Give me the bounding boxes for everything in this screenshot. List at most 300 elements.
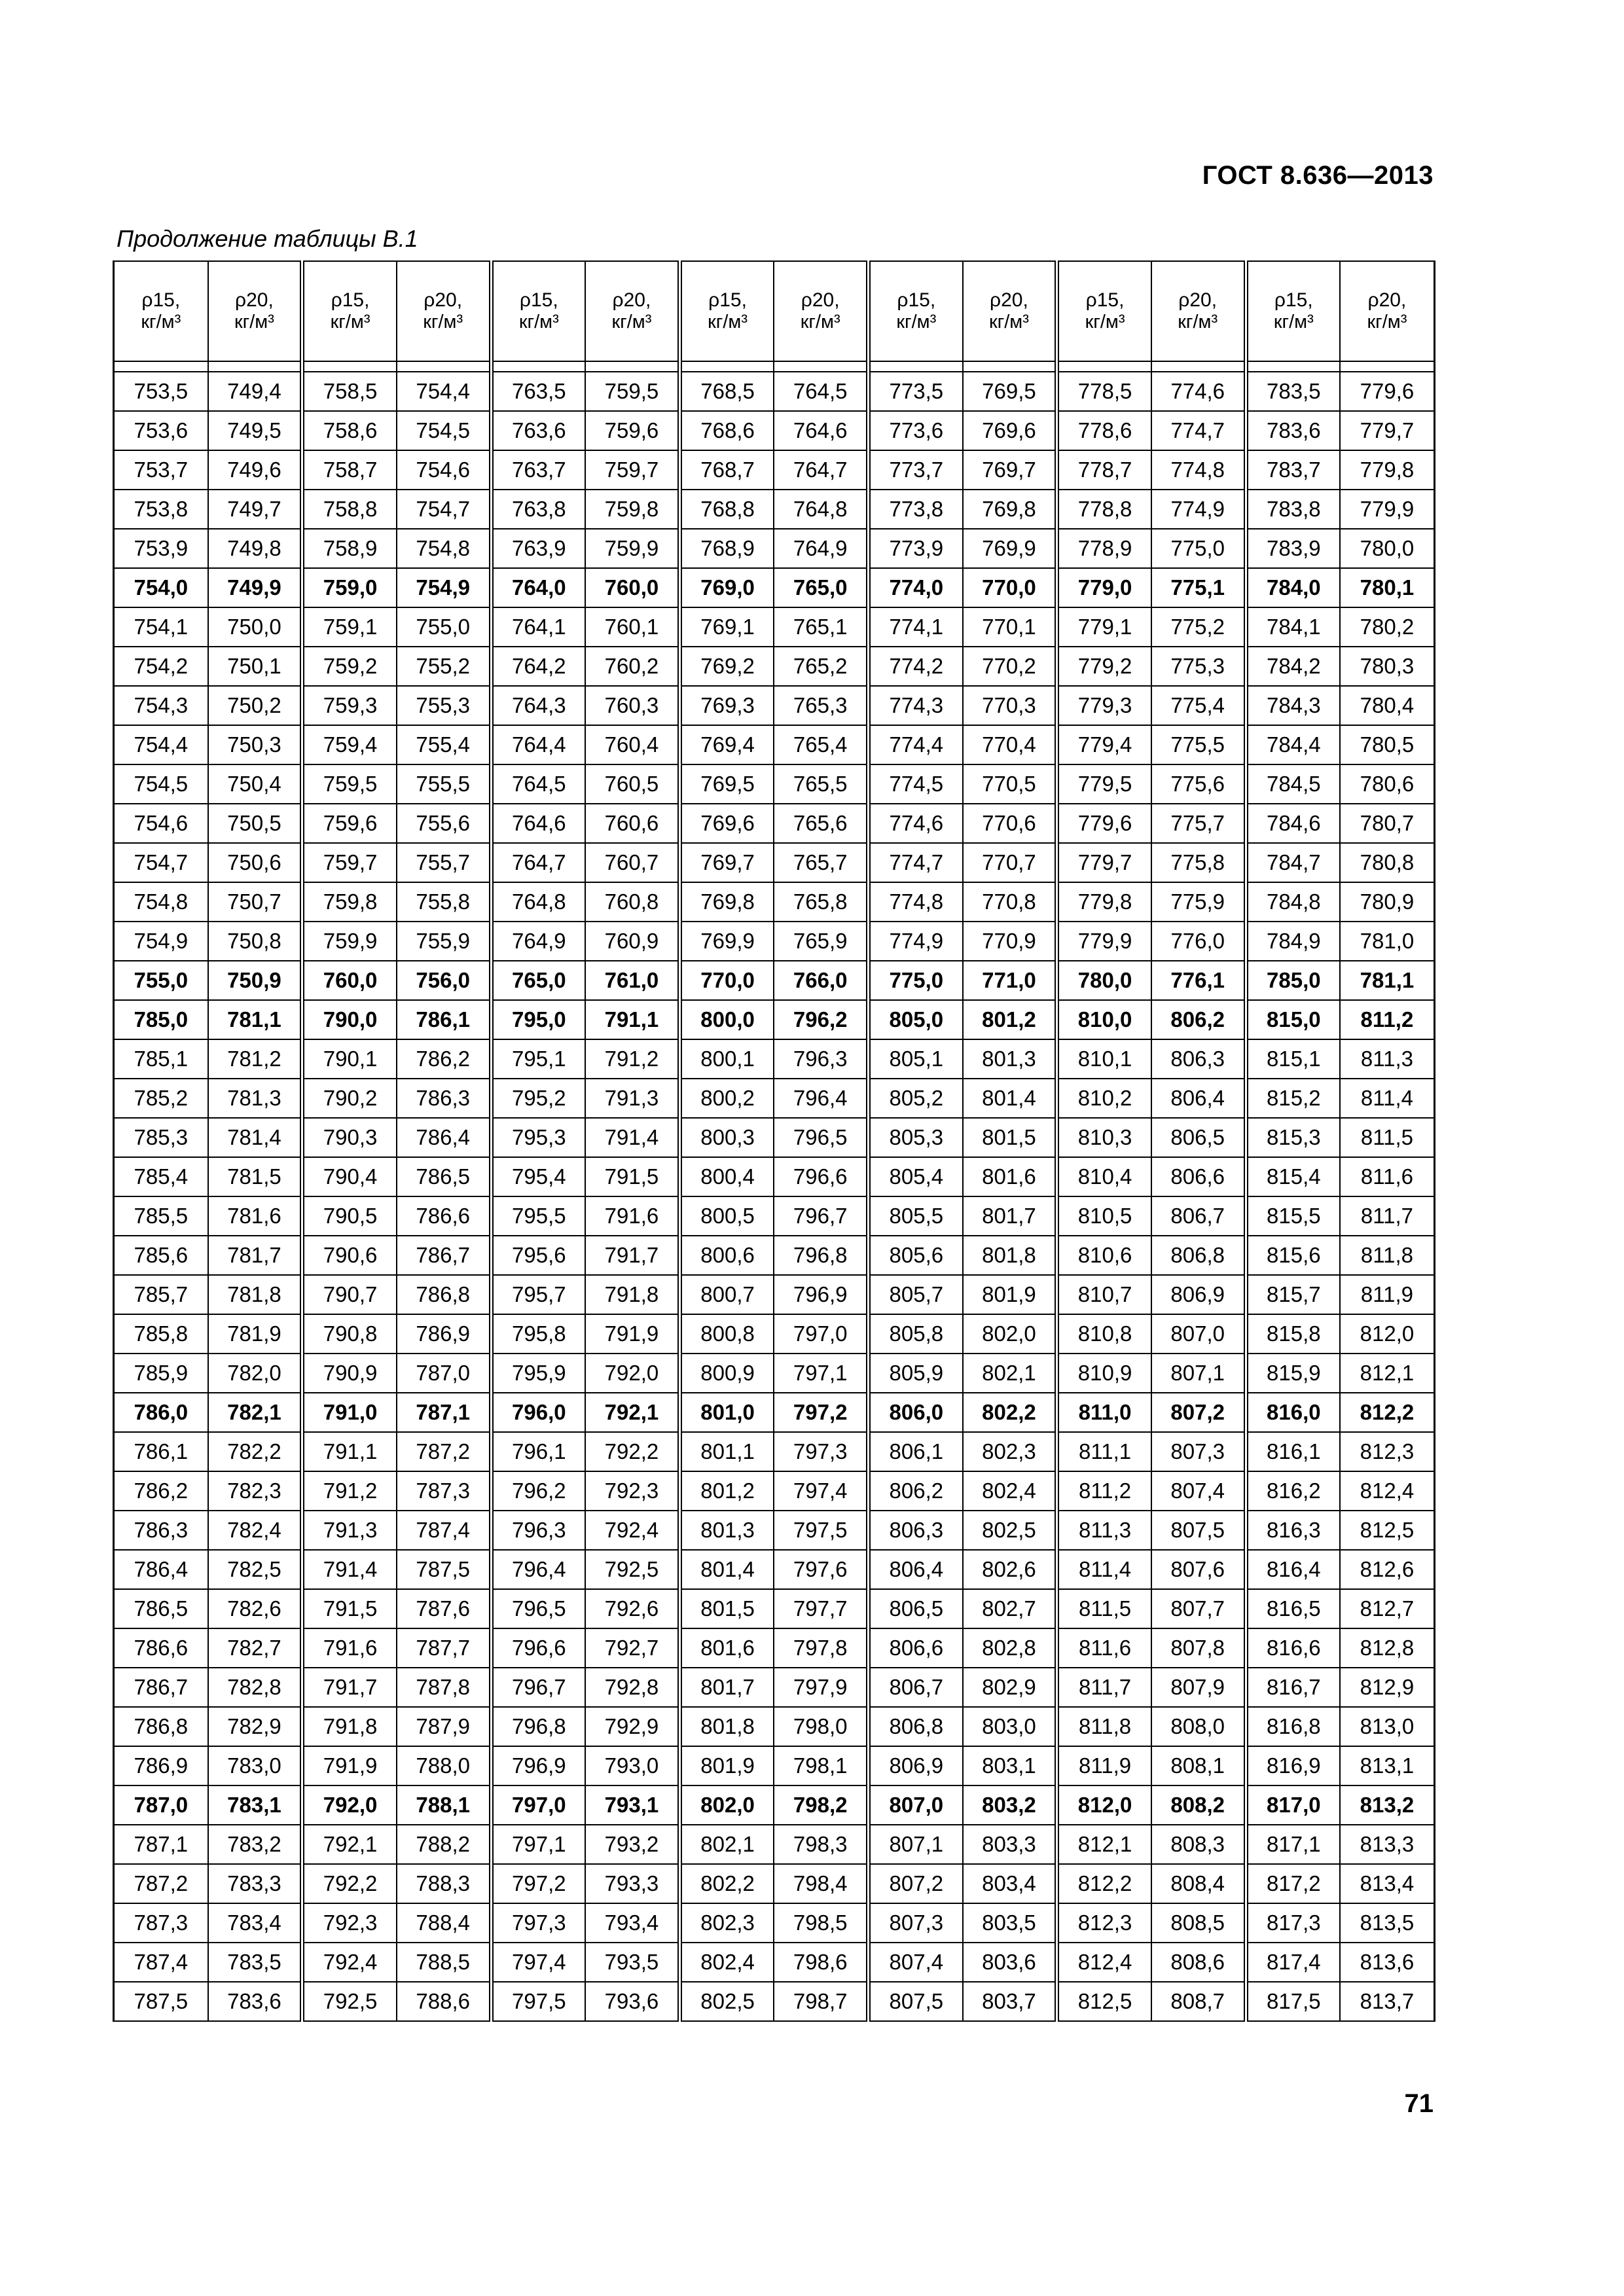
table-row xyxy=(114,1000,1435,1039)
rho15-cell: 806,5 xyxy=(869,1589,963,1628)
rho20-cell: 780,4 xyxy=(1340,686,1434,725)
rho15-cell: 768,6 xyxy=(679,411,774,450)
rho20-cell: 755,3 xyxy=(397,686,491,725)
rho20-cell: 786,2 xyxy=(397,1039,491,1079)
header-symbol: ρ15, xyxy=(331,289,370,311)
rho15-cell: 795,7 xyxy=(491,1275,585,1314)
rho15-cell: 806,2 xyxy=(869,1471,963,1511)
table-row xyxy=(114,1746,1435,1785)
rho20-cell: 796,9 xyxy=(774,1275,868,1314)
rho15-cell: 755,0 xyxy=(114,961,208,1000)
table-row xyxy=(114,922,1435,961)
rho15-cell: 810,7 xyxy=(1057,1275,1151,1314)
rho15-cell: 801,9 xyxy=(679,1746,774,1785)
rho20-cell: 750,6 xyxy=(208,843,302,882)
rho20-cell: 803,1 xyxy=(963,1746,1057,1785)
rho20-cell: 788,0 xyxy=(397,1746,491,1785)
rho20-cell: 765,2 xyxy=(774,647,868,686)
rho15-cell: 784,4 xyxy=(1246,725,1340,764)
header-unit: кг/м³ xyxy=(800,312,840,333)
rho20-cell: 770,5 xyxy=(963,764,1057,804)
rho15-cell: 792,3 xyxy=(302,1903,397,1943)
header-symbol: ρ15, xyxy=(708,289,747,311)
rho15-cell: 754,7 xyxy=(114,843,208,882)
rho20-cell: 807,4 xyxy=(1151,1471,1246,1511)
rho15-cell: 768,5 xyxy=(679,372,774,411)
rho20-cell: 766,0 xyxy=(774,961,868,1000)
rho15-cell: 786,8 xyxy=(114,1707,208,1746)
rho15-cell: 795,3 xyxy=(491,1118,585,1157)
rho20-cell: 760,7 xyxy=(585,843,679,882)
rho20-cell: 803,5 xyxy=(963,1903,1057,1943)
rho15-cell: 800,0 xyxy=(679,1000,774,1039)
header-rho15 xyxy=(114,261,208,361)
rho15-cell: 795,0 xyxy=(491,1000,585,1039)
rho20-cell: 812,4 xyxy=(1340,1471,1434,1511)
rho15-cell: 811,0 xyxy=(1057,1393,1151,1432)
rho15-cell: 768,7 xyxy=(679,450,774,490)
rho20-cell: 781,1 xyxy=(1340,961,1434,1000)
rho15-cell: 812,0 xyxy=(1057,1785,1151,1825)
rho15-cell: 763,9 xyxy=(491,529,585,568)
rho20-cell: 793,4 xyxy=(585,1903,679,1943)
rho20-cell: 782,0 xyxy=(208,1354,302,1393)
header-rho15 xyxy=(302,261,397,361)
rho20-cell: 808,1 xyxy=(1151,1746,1246,1785)
header-rho20 xyxy=(774,261,868,361)
rho15-cell: 802,3 xyxy=(679,1903,774,1943)
rho15-cell: 800,1 xyxy=(679,1039,774,1079)
rho15-cell: 791,6 xyxy=(302,1628,397,1668)
rho15-cell: 802,5 xyxy=(679,1982,774,2021)
rho15-cell: 810,0 xyxy=(1057,1000,1151,1039)
rho20-cell: 775,5 xyxy=(1151,725,1246,764)
rho20-cell: 812,6 xyxy=(1340,1550,1434,1589)
rho20-cell: 792,9 xyxy=(585,1707,679,1746)
rho20-cell: 806,4 xyxy=(1151,1079,1246,1118)
rho20-cell: 786,4 xyxy=(397,1118,491,1157)
rho15-cell: 797,4 xyxy=(491,1943,585,1982)
rho15-cell: 753,7 xyxy=(114,450,208,490)
rho20-cell: 807,2 xyxy=(1151,1393,1246,1432)
rho15-cell: 764,3 xyxy=(491,686,585,725)
rho20-cell: 761,0 xyxy=(585,961,679,1000)
rho20-cell: 750,1 xyxy=(208,647,302,686)
rho15-cell: 779,4 xyxy=(1057,725,1151,764)
rho15-cell: 800,8 xyxy=(679,1314,774,1354)
rho20-cell: 813,2 xyxy=(1340,1785,1434,1825)
rho20-cell: 797,5 xyxy=(774,1511,868,1550)
rho15-cell: 773,7 xyxy=(869,450,963,490)
rho15-cell: 801,1 xyxy=(679,1432,774,1471)
header-symbol: ρ20, xyxy=(612,289,651,311)
rho15-cell: 801,3 xyxy=(679,1511,774,1550)
rho15-cell: 800,6 xyxy=(679,1236,774,1275)
rho20-cell: 797,2 xyxy=(774,1393,868,1432)
header-rho20 xyxy=(397,261,491,361)
rho15-cell: 800,2 xyxy=(679,1079,774,1118)
rho20-cell: 808,2 xyxy=(1151,1785,1246,1825)
rho15-cell: 778,5 xyxy=(1057,372,1151,411)
rho15-cell: 784,7 xyxy=(1246,843,1340,882)
table-caption: Продолжение таблицы В.1 xyxy=(117,225,418,252)
rho20-cell: 796,4 xyxy=(774,1079,868,1118)
rho15-cell: 764,4 xyxy=(491,725,585,764)
rho15-cell: 801,6 xyxy=(679,1628,774,1668)
table-row xyxy=(114,647,1435,686)
rho20-cell: 764,5 xyxy=(774,372,868,411)
rho20-cell: 801,6 xyxy=(963,1157,1057,1196)
spacer-cell xyxy=(1340,361,1434,372)
rho20-cell: 765,5 xyxy=(774,764,868,804)
rho20-cell: 775,0 xyxy=(1151,529,1246,568)
rho15-cell: 802,4 xyxy=(679,1943,774,1982)
rho20-cell: 802,9 xyxy=(963,1668,1057,1707)
rho15-cell: 795,5 xyxy=(491,1196,585,1236)
rho15-cell: 790,3 xyxy=(302,1118,397,1157)
rho20-cell: 788,5 xyxy=(397,1943,491,1982)
rho20-cell: 803,0 xyxy=(963,1707,1057,1746)
rho15-cell: 785,0 xyxy=(114,1000,208,1039)
rho20-cell: 812,7 xyxy=(1340,1589,1434,1628)
rho20-cell: 808,7 xyxy=(1151,1982,1246,2021)
rho15-cell: 807,2 xyxy=(869,1864,963,1903)
rho20-cell: 813,5 xyxy=(1340,1903,1434,1943)
rho15-cell: 816,8 xyxy=(1246,1707,1340,1746)
rho15-cell: 792,5 xyxy=(302,1982,397,2021)
rho20-cell: 806,5 xyxy=(1151,1118,1246,1157)
rho15-cell: 787,1 xyxy=(114,1825,208,1864)
rho20-cell: 813,3 xyxy=(1340,1825,1434,1864)
rho15-cell: 773,5 xyxy=(869,372,963,411)
rho20-cell: 792,8 xyxy=(585,1668,679,1707)
rho15-cell: 806,6 xyxy=(869,1628,963,1668)
rho15-cell: 802,1 xyxy=(679,1825,774,1864)
table-body xyxy=(114,361,1435,2021)
rho15-cell: 800,9 xyxy=(679,1354,774,1393)
rho20-cell: 782,1 xyxy=(208,1393,302,1432)
rho20-cell: 798,4 xyxy=(774,1864,868,1903)
rho15-cell: 805,1 xyxy=(869,1039,963,1079)
rho20-cell: 770,3 xyxy=(963,686,1057,725)
rho15-cell: 779,0 xyxy=(1057,568,1151,607)
rho15-cell: 786,5 xyxy=(114,1589,208,1628)
rho15-cell: 786,2 xyxy=(114,1471,208,1511)
table-row xyxy=(114,1864,1435,1903)
rho20-cell: 750,0 xyxy=(208,607,302,647)
standard-code: ГОСТ 8.636—2013 xyxy=(1202,161,1434,190)
rho20-cell: 802,5 xyxy=(963,1511,1057,1550)
rho15-cell: 780,0 xyxy=(1057,961,1151,1000)
rho15-cell: 754,9 xyxy=(114,922,208,961)
rho15-cell: 786,1 xyxy=(114,1432,208,1471)
rho20-cell: 782,8 xyxy=(208,1668,302,1707)
rho15-cell: 759,8 xyxy=(302,882,397,922)
rho20-cell: 750,9 xyxy=(208,961,302,1000)
rho20-cell: 774,9 xyxy=(1151,490,1246,529)
rho15-cell: 810,4 xyxy=(1057,1157,1151,1196)
rho20-cell: 779,6 xyxy=(1340,372,1434,411)
rho15-cell: 753,8 xyxy=(114,490,208,529)
rho15-cell: 763,8 xyxy=(491,490,585,529)
rho15-cell: 817,0 xyxy=(1246,1785,1340,1825)
rho15-cell: 785,9 xyxy=(114,1354,208,1393)
rho20-cell: 770,0 xyxy=(963,568,1057,607)
spacer-cell xyxy=(869,361,963,372)
rho20-cell: 793,5 xyxy=(585,1943,679,1982)
rho20-cell: 801,3 xyxy=(963,1039,1057,1079)
rho15-cell: 795,2 xyxy=(491,1079,585,1118)
rho15-cell: 815,8 xyxy=(1246,1314,1340,1354)
rho20-cell: 812,1 xyxy=(1340,1354,1434,1393)
rho20-cell: 755,9 xyxy=(397,922,491,961)
table-row xyxy=(114,1903,1435,1943)
spacer-cell xyxy=(585,361,679,372)
rho15-cell: 806,4 xyxy=(869,1550,963,1589)
rho20-cell: 798,5 xyxy=(774,1903,868,1943)
rho15-cell: 811,2 xyxy=(1057,1471,1151,1511)
header-rho20 xyxy=(585,261,679,361)
rho20-cell: 802,2 xyxy=(963,1393,1057,1432)
table-row xyxy=(114,568,1435,607)
rho20-cell: 791,4 xyxy=(585,1118,679,1157)
rho20-cell: 760,6 xyxy=(585,804,679,843)
rho20-cell: 760,2 xyxy=(585,647,679,686)
rho15-cell: 815,0 xyxy=(1246,1000,1340,1039)
rho20-cell: 787,4 xyxy=(397,1511,491,1550)
rho15-cell: 778,7 xyxy=(1057,450,1151,490)
rho15-cell: 816,5 xyxy=(1246,1589,1340,1628)
rho15-cell: 801,4 xyxy=(679,1550,774,1589)
rho15-cell: 753,6 xyxy=(114,411,208,450)
table-row xyxy=(114,1511,1435,1550)
rho20-cell: 765,4 xyxy=(774,725,868,764)
rho15-cell: 784,2 xyxy=(1246,647,1340,686)
header-unit: кг/м³ xyxy=(141,312,181,333)
rho20-cell: 770,8 xyxy=(963,882,1057,922)
rho20-cell: 781,7 xyxy=(208,1236,302,1275)
rho15-cell: 785,5 xyxy=(114,1196,208,1236)
rho20-cell: 787,9 xyxy=(397,1707,491,1746)
table-row xyxy=(114,1982,1435,2021)
rho15-cell: 796,7 xyxy=(491,1668,585,1707)
rho20-cell: 808,6 xyxy=(1151,1943,1246,1982)
rho20-cell: 787,1 xyxy=(397,1393,491,1432)
table-row xyxy=(114,490,1435,529)
rho15-cell: 754,3 xyxy=(114,686,208,725)
rho20-cell: 756,0 xyxy=(397,961,491,1000)
rho20-cell: 769,9 xyxy=(963,529,1057,568)
rho20-cell: 791,6 xyxy=(585,1196,679,1236)
rho20-cell: 813,6 xyxy=(1340,1943,1434,1982)
spacer-cell xyxy=(397,361,491,372)
rho15-cell: 774,2 xyxy=(869,647,963,686)
rho15-cell: 774,9 xyxy=(869,922,963,961)
rho15-cell: 773,6 xyxy=(869,411,963,450)
rho20-cell: 796,6 xyxy=(774,1157,868,1196)
rho15-cell: 795,9 xyxy=(491,1354,585,1393)
rho15-cell: 764,6 xyxy=(491,804,585,843)
rho15-cell: 795,1 xyxy=(491,1039,585,1079)
rho20-cell: 783,0 xyxy=(208,1746,302,1785)
header-rho20 xyxy=(1151,261,1246,361)
rho15-cell: 786,4 xyxy=(114,1550,208,1589)
rho15-cell: 806,7 xyxy=(869,1668,963,1707)
rho20-cell: 812,9 xyxy=(1340,1668,1434,1707)
rho15-cell: 786,9 xyxy=(114,1746,208,1785)
rho20-cell: 811,8 xyxy=(1340,1236,1434,1275)
rho15-cell: 759,5 xyxy=(302,764,397,804)
header-symbol: ρ15, xyxy=(141,289,181,311)
rho20-cell: 798,7 xyxy=(774,1982,868,2021)
rho20-cell: 798,2 xyxy=(774,1785,868,1825)
rho20-cell: 798,0 xyxy=(774,1707,868,1746)
header-symbol: ρ20, xyxy=(235,289,274,311)
rho15-cell: 790,9 xyxy=(302,1354,397,1393)
rho20-cell: 801,5 xyxy=(963,1118,1057,1157)
rho15-cell: 759,9 xyxy=(302,922,397,961)
rho20-cell: 796,3 xyxy=(774,1039,868,1079)
rho20-cell: 759,6 xyxy=(585,411,679,450)
rho15-cell: 810,2 xyxy=(1057,1079,1151,1118)
rho20-cell: 755,4 xyxy=(397,725,491,764)
rho15-cell: 769,9 xyxy=(679,922,774,961)
rho20-cell: 764,6 xyxy=(774,411,868,450)
rho15-cell: 779,2 xyxy=(1057,647,1151,686)
rho20-cell: 776,0 xyxy=(1151,922,1246,961)
table-row xyxy=(114,1825,1435,1864)
rho15-cell: 811,5 xyxy=(1057,1589,1151,1628)
rho20-cell: 780,3 xyxy=(1340,647,1434,686)
rho15-cell: 779,3 xyxy=(1057,686,1151,725)
rho20-cell: 783,3 xyxy=(208,1864,302,1903)
rho15-cell: 790,5 xyxy=(302,1196,397,1236)
rho20-cell: 807,1 xyxy=(1151,1354,1246,1393)
rho15-cell: 790,8 xyxy=(302,1314,397,1354)
header-rho15 xyxy=(491,261,585,361)
rho15-cell: 792,0 xyxy=(302,1785,397,1825)
rho15-cell: 810,1 xyxy=(1057,1039,1151,1079)
rho15-cell: 810,6 xyxy=(1057,1236,1151,1275)
rho15-cell: 811,3 xyxy=(1057,1511,1151,1550)
rho15-cell: 795,6 xyxy=(491,1236,585,1275)
rho15-cell: 753,9 xyxy=(114,529,208,568)
rho20-cell: 781,5 xyxy=(208,1157,302,1196)
table-row xyxy=(114,1236,1435,1275)
rho15-cell: 807,5 xyxy=(869,1982,963,2021)
rho15-cell: 774,1 xyxy=(869,607,963,647)
rho15-cell: 816,6 xyxy=(1246,1628,1340,1668)
header-unit: кг/м³ xyxy=(1085,312,1125,333)
rho15-cell: 764,5 xyxy=(491,764,585,804)
rho20-cell: 786,3 xyxy=(397,1079,491,1118)
table-row xyxy=(114,372,1435,411)
table-row xyxy=(114,1432,1435,1471)
spacer-cell xyxy=(491,361,585,372)
rho15-cell: 786,3 xyxy=(114,1511,208,1550)
rho20-cell: 797,9 xyxy=(774,1668,868,1707)
rho15-cell: 791,7 xyxy=(302,1668,397,1707)
rho20-cell: 769,7 xyxy=(963,450,1057,490)
table-row xyxy=(114,1550,1435,1589)
header-unit: кг/м³ xyxy=(611,312,652,333)
rho20-cell: 802,3 xyxy=(963,1432,1057,1471)
rho20-cell: 787,5 xyxy=(397,1550,491,1589)
rho20-cell: 793,2 xyxy=(585,1825,679,1864)
rho20-cell: 769,5 xyxy=(963,372,1057,411)
rho20-cell: 782,3 xyxy=(208,1471,302,1511)
rho15-cell: 768,8 xyxy=(679,490,774,529)
rho15-cell: 815,3 xyxy=(1246,1118,1340,1157)
rho15-cell: 769,8 xyxy=(679,882,774,922)
rho20-cell: 781,1 xyxy=(208,1000,302,1039)
rho15-cell: 806,9 xyxy=(869,1746,963,1785)
rho15-cell: 796,5 xyxy=(491,1589,585,1628)
rho20-cell: 776,1 xyxy=(1151,961,1246,1000)
rho15-cell: 764,1 xyxy=(491,607,585,647)
rho15-cell: 783,7 xyxy=(1246,450,1340,490)
rho15-cell: 815,9 xyxy=(1246,1354,1340,1393)
rho20-cell: 811,5 xyxy=(1340,1118,1434,1157)
rho20-cell: 812,3 xyxy=(1340,1432,1434,1471)
rho20-cell: 811,9 xyxy=(1340,1275,1434,1314)
rho20-cell: 765,3 xyxy=(774,686,868,725)
rho20-cell: 775,8 xyxy=(1151,843,1246,882)
rho15-cell: 763,6 xyxy=(491,411,585,450)
rho15-cell: 811,7 xyxy=(1057,1668,1151,1707)
rho20-cell: 770,4 xyxy=(963,725,1057,764)
rho20-cell: 787,8 xyxy=(397,1668,491,1707)
rho15-cell: 779,7 xyxy=(1057,843,1151,882)
rho15-cell: 759,7 xyxy=(302,843,397,882)
rho20-cell: 782,9 xyxy=(208,1707,302,1746)
rho20-cell: 807,9 xyxy=(1151,1668,1246,1707)
rho15-cell: 754,5 xyxy=(114,764,208,804)
rho15-cell: 817,5 xyxy=(1246,1982,1340,2021)
rho15-cell: 759,4 xyxy=(302,725,397,764)
rho15-cell: 802,0 xyxy=(679,1785,774,1825)
rho15-cell: 806,8 xyxy=(869,1707,963,1746)
rho20-cell: 774,6 xyxy=(1151,372,1246,411)
rho20-cell: 791,9 xyxy=(585,1314,679,1354)
rho15-cell: 785,6 xyxy=(114,1236,208,1275)
rho15-cell: 774,3 xyxy=(869,686,963,725)
rho15-cell: 796,9 xyxy=(491,1746,585,1785)
rho20-cell: 775,2 xyxy=(1151,607,1246,647)
rho15-cell: 792,2 xyxy=(302,1864,397,1903)
rho20-cell: 796,5 xyxy=(774,1118,868,1157)
rho15-cell: 807,3 xyxy=(869,1903,963,1943)
rho20-cell: 781,4 xyxy=(208,1118,302,1157)
rho20-cell: 780,0 xyxy=(1340,529,1434,568)
rho20-cell: 788,4 xyxy=(397,1903,491,1943)
header-unit: кг/м³ xyxy=(518,312,559,333)
rho20-cell: 755,2 xyxy=(397,647,491,686)
rho20-cell: 749,8 xyxy=(208,529,302,568)
rho20-cell: 780,9 xyxy=(1340,882,1434,922)
rho15-cell: 754,0 xyxy=(114,568,208,607)
rho15-cell: 759,3 xyxy=(302,686,397,725)
rho20-cell: 806,6 xyxy=(1151,1157,1246,1196)
rho15-cell: 786,6 xyxy=(114,1628,208,1668)
rho15-cell: 784,0 xyxy=(1246,568,1340,607)
rho20-cell: 801,8 xyxy=(963,1236,1057,1275)
rho15-cell: 754,2 xyxy=(114,647,208,686)
rho15-cell: 783,8 xyxy=(1246,490,1340,529)
rho20-cell: 770,1 xyxy=(963,607,1057,647)
rho20-cell: 792,1 xyxy=(585,1393,679,1432)
rho15-cell: 773,9 xyxy=(869,529,963,568)
